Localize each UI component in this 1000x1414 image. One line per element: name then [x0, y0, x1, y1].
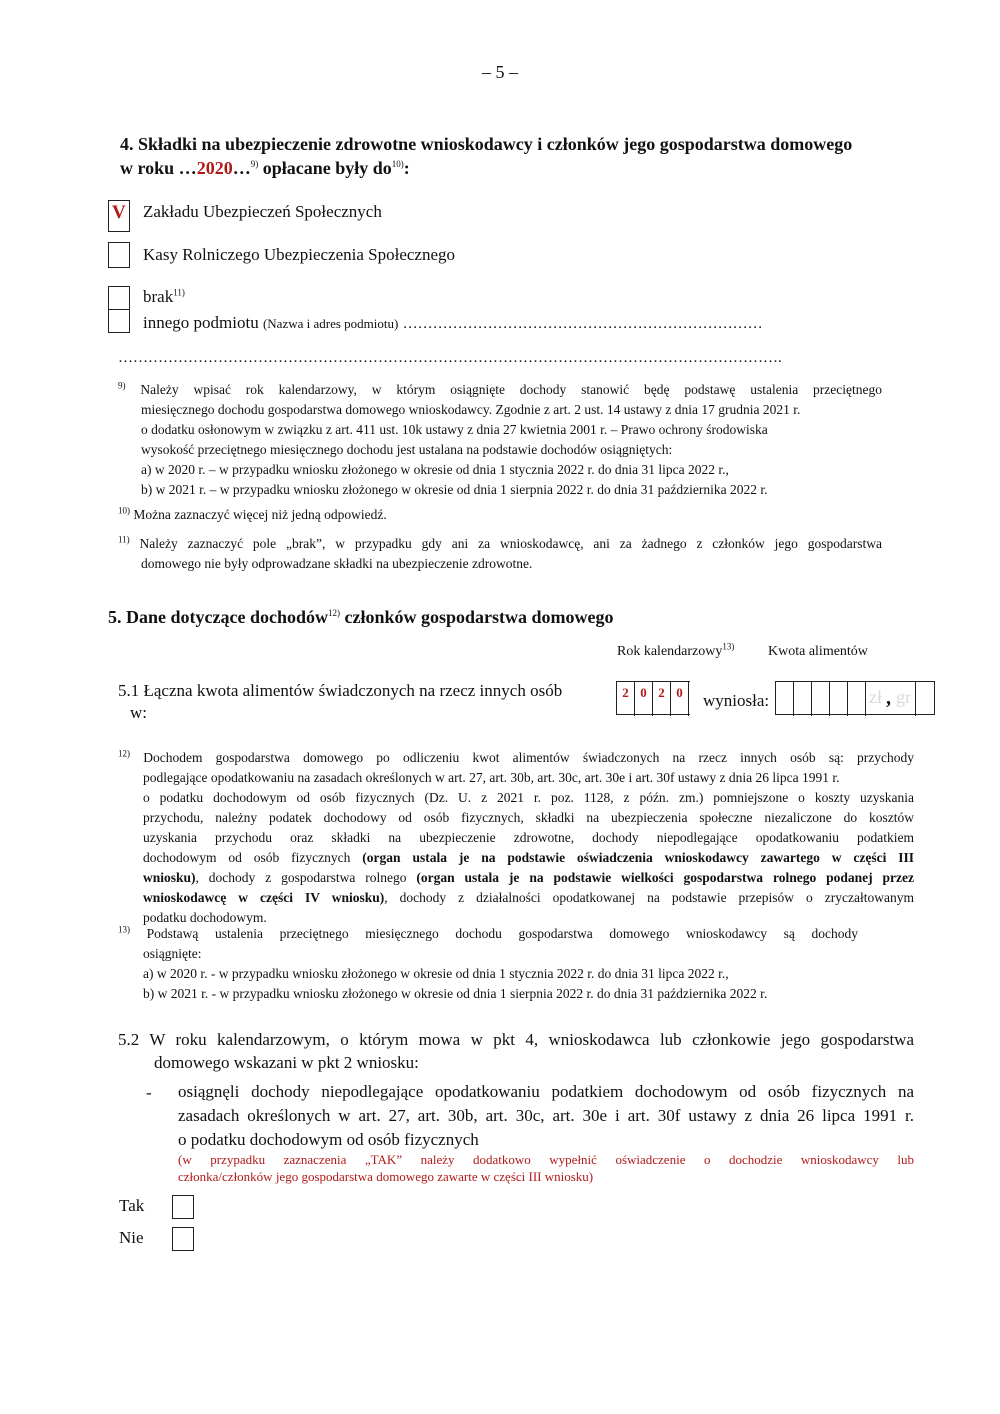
inny-hint: (Nazwa i adres podmiotu)	[262, 316, 399, 331]
zus-checkbox[interactable]	[108, 200, 130, 232]
brak-checkbox[interactable]	[108, 286, 130, 310]
footnote-9: $^{9)}$ Należy wpisać rok kalendarzowy, w którym osiągnięte dochody stanowić będę podstawę ustalenia przeciętnego miesięcznego dochodu gospodarstwa domowego wnioskodawcy. Zgodnie z art. 2 ust. 14 ustawy z dnia 17 grudnia 2021 r. o dodatku osłonowym w związku z art. 411 ust. 10k ustawy z dnia 27 kwietnia 2001 r. – Prawo ochrony środowiska wysokość przeciętnego miesięcznego dochodu jest ustalana na podstawie dochodów osiągniętych: a) w 2020 r. – w przypadku wniosku złożonego w okresie od dnia 1 stycznia 2022 r. do dnia 31 lipca 2022 r., b) w 2021 r. – w przypadku wniosku złożonego w okresie od dnia 1 sierpnia 2022 r. do dnia 31 października 2022 r.	[118, 380, 883, 497]
amount-digit-5[interactable]	[848, 682, 866, 716]
year-digit-4[interactable]: 0	[671, 682, 689, 716]
year-digit-2[interactable]: 0	[635, 682, 653, 716]
zus-label: Zakładu Ubezpieczeń Społecznych	[143, 202, 382, 221]
item-5-2-label: 5.2 W roku kalendarzowym, o którym mowa w pkt 4, wnioskodawca lub członkowie jego gospodarstwa domowego wskazani w pkt 2 wniosku:	[118, 1030, 914, 1072]
item-5-2-note: (w przypadku zaznaczenia „TAK” należy dodatkowo wypełnić oświadczenie o dochodzie wnioskodawcy lub członka/członków jego gospodarstwa domowego zawarte w części III wniosku)	[178, 1152, 914, 1184]
section4-year: 2020	[196, 158, 233, 178]
wyniosla-label: wyniosła:	[703, 691, 770, 710]
currency-gr: gr	[896, 687, 911, 707]
section4-title-line2: w roku …2020…$^{9)}$ opłacane były $do^{10)}$:	[120, 158, 410, 178]
krus-label: Kasy Rolniczego Ubezpieczenia Społecznego	[143, 245, 456, 264]
inny-dots[interactable]: ………………………………………………………………	[402, 316, 763, 332]
inny-address-dots[interactable]: …………………………………………………………………………………………………………………….	[118, 350, 782, 366]
nie-label: Nie	[119, 1228, 144, 1247]
item-5-2-bullet: osiągnęli dochody niepodlegające opodatkowaniu podatkiem dochodowym od osób fizycznych na zasadach określonych w art. 27, art. 30b, art. 30c, art. 30e i art. 30f ustawy z dnia 26 lipca 1991 r. o podatku dochodowym od osób fizycznych	[178, 1082, 914, 1149]
page-number: – 5 –	[482, 62, 518, 82]
brak-label: brak$^{11)}$	[143, 287, 185, 306]
col-year-header: Rok kalendarzowy$^{13)}$	[617, 641, 735, 659]
section4-title	[120, 132, 920, 180]
footnote-12: $^{12)}$ Dochodem gospodarstwa domowego po odliczeniu kwot alimentów świadczonych na rzecz innych osób są: przychody podlegające opodatkowaniu na zasadach określonych w art. 27, art. 30b, art. 30c, art. 30e i art. 30f ustawy z dnia 26 lipca 1991 r. o podatku dochodowym od osób fizycznych (Dz. U. z 2021 r. poz. 1128, z późn. zm.) pomniejszone o koszty uzyskania przychodu, należny podatek dochodowy od osób fizycznych, składki na ubezpieczenia społeczne niezaliczone do kosztów uzyskania przychodu oraz składki na ubezpieczenie zdrowotne, dochody niepodlegające opodatkowaniu podatkiem dochodowym od osób fizycznych (organ ustala je na podstawie oświadczenia wnioskodawcy zawartego w części III wniosku), dochody z gospodarstwa rolnego (organ ustala je na podstawie wielkości gospodarstwa rolnego podanej przez wnioskodawcę w części IV wniosku), dochody z działalności opodatkowanej na podstawie przepisów o zryczałtowanym podatku dochodowym.	[118, 748, 915, 925]
currency-zl: zł	[869, 687, 882, 707]
footnote-10: $^{10)}$ Można zaznaczyć więcej niż jedną odpowiedź.	[118, 505, 387, 522]
bullet-dash: -	[146, 1083, 152, 1102]
col-amount-header: Kwota alimentów	[768, 644, 868, 659]
year-digit-3[interactable]: 2	[653, 682, 671, 716]
footnote-13: $^{13)}$ Podstawą ustalenia przeciętnego miesięcznego dochodu gospodarstwa domowego wnioskodawcy są dochody osiągnięte: a) w 2020 r. - w przypadku wniosku złożonego w okresie od dnia 1 stycznia 2022 r. do dnia 31 lipca 2022 r., b) w 2021 r. - w przypadku wniosku złożonego w okresie od dnia 1 sierpnia 2022 r. do dnia 31 października 2022 r.	[118, 924, 858, 1001]
footnote-11: $^{11)}$ Należy zaznaczyć pole „brak”, w przypadku gdy ani za wnioskodawcę, ani za żadnego z członków jego gospodarstwa domowego nie były odprowadzane składki na ubezpieczenie zdrowotne.	[118, 534, 882, 571]
decimal-comma: ,	[886, 687, 891, 709]
amount-digit-3[interactable]	[812, 682, 830, 716]
section5-title: 5. Dane dotyczące dochodów$^{12)}$ członków gospodarstwa domowego	[108, 607, 614, 627]
inny-label: innego podmiotu (Nazwa i adres podmiotu) ………………………………………………………………	[143, 313, 763, 332]
nie-checkbox[interactable]	[172, 1227, 194, 1251]
tak-label: Tak	[119, 1196, 145, 1215]
amount-input[interactable]	[775, 681, 935, 715]
amount-digit-4[interactable]	[830, 682, 848, 716]
zus-check-mark: V	[112, 202, 126, 223]
section4-title-line1: 4. Składki na ubezpieczenie zdrowotne wnioskodawcy i członków jego gospodarstwa domowego	[120, 134, 853, 154]
year-digit-1[interactable]: 2	[617, 682, 635, 716]
inny-checkbox[interactable]	[108, 309, 130, 333]
item-5-1-label: 5.1 Łączna kwota alimentów świadczonych na rzecz innych osób w:	[118, 681, 563, 722]
year-input[interactable]	[616, 681, 690, 715]
amount-digit-1[interactable]	[776, 682, 794, 716]
tak-checkbox[interactable]	[172, 1195, 194, 1219]
amount-digit-2[interactable]	[794, 682, 812, 716]
amount-zl-cell[interactable]	[866, 682, 916, 716]
krus-checkbox[interactable]	[108, 242, 130, 268]
